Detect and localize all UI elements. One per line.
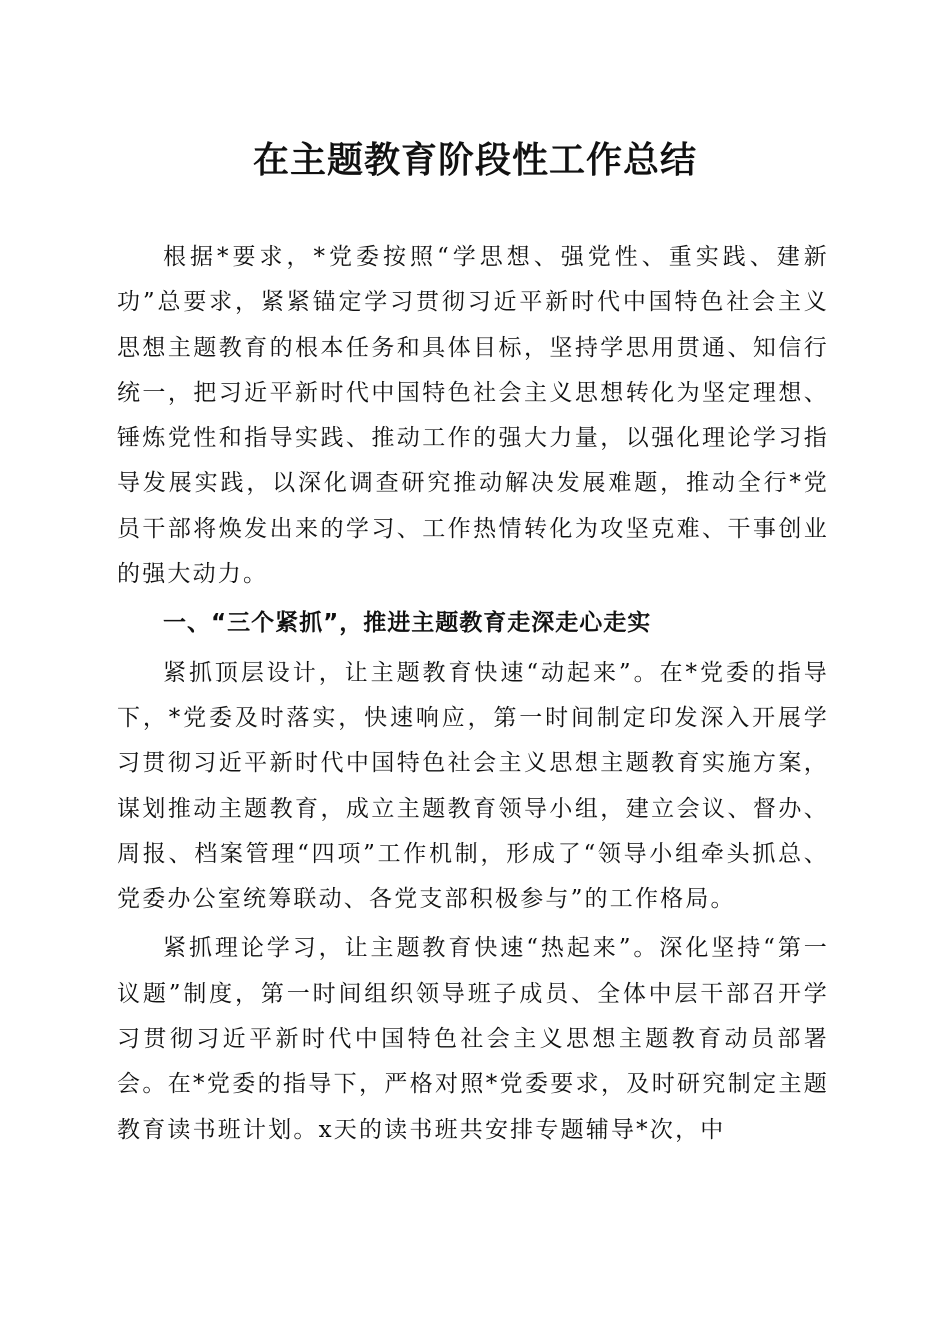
intro-paragraph: 根据*要求，*党委按照“学思想、强党性、重实践、建新功”总要求，紧紧锚定学习贯彻习近平新时代中国特色社会主义思想主题教育的根本任务和具体目标，坚持学思用贯通、知信行统一，把习近平新时代中国特色社会主义思想转化为坚定理想、锤炼党性和指导实践、推动工作的强大力量，以强化理论学习指导发展实践，以深化调查研究推动解决发展难题，推动全行*党员干部将焕发出来的学习、工作热情转化为攻坚克难、干事创业的强大动力。 [117, 244, 829, 588]
section-paragraph-1: 紧抓顶层设计，让主题教育快速“动起来”。在*党委的指导下，*党委及时落实，快速响应，第一时间制定印发深入开展学习贯彻习近平新时代中国特色社会主义思想主题教育实施方案，谋划推动主题教育，成立主题教育领导小组，建立会议、督办、周报、档案管理“四项”工作机制，形成了“领导小组牵头抓总、党委办公室统筹联动、各党支部积极参与”的工作格局。 [117, 659, 829, 913]
section-heading: 一、“三个紧抓”，推进主题教育走深走心走实 [163, 610, 652, 637]
document-title: 在主题教育阶段性工作总结 [252, 139, 697, 181]
section-paragraph-2: 紧抓理论学习，让主题教育快速“热起来”。深化坚持“第一议题”制度，第一时间组织领导班子成员、全体中层干部召开学习贯彻习近平新时代中国特色社会主义思想主题教育动员部署会。在*党委的指导下，严格对照*党委要求，及时研究制定主题教育读书班计划。x天的读书班共安排专题辅导*次，中 [117, 935, 829, 1143]
document-body [117, 235, 829, 1153]
